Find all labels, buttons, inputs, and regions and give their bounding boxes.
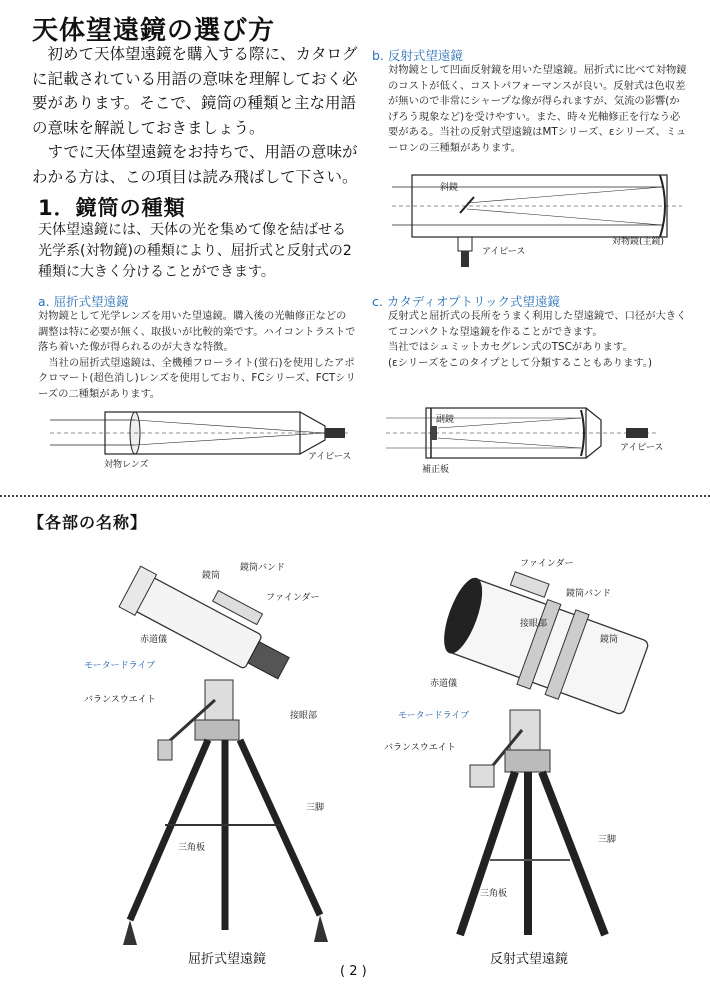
catadioptric-paragraph-3: (εシリーズをこのタイプとして分類することもあります。) <box>388 356 653 369</box>
refractor-text <box>38 309 356 402</box>
label-secondary-mirror: 副鏡 <box>436 415 455 425</box>
refractor-label-tray: 三角板 <box>178 843 206 853</box>
intro-paragraph-1: 初めて天体望遠鏡を購入する際に、カタログに記載されている用語の意味を理解しておく必要があります。そこで、鏡筒の種類と主な用語の意味を解説しておきましょう。 <box>32 45 358 137</box>
refractor-label-mount: 赤道儀 <box>140 635 168 645</box>
reflector-telescope-illustration <box>430 560 690 950</box>
reflector-label-band: 鏡筒バンド <box>566 589 612 599</box>
refractor-caption: 屈折式望遠鏡 <box>188 952 267 967</box>
refractor-paragraph-2: 当社の屈折式望遠鏡は、全機種フローライト(蛍石)を使用したアポクロマート(超色消し)レンズを使用しており、FCシリーズ、FCTシリーズの二種類があります。 <box>38 356 356 400</box>
reflector-label-finder: ファインダー <box>520 559 574 569</box>
reflector-label-eyepiece: 接眼部 <box>520 619 548 629</box>
reflector-diagram <box>392 165 692 280</box>
label-objective-lens: 対物レンズ <box>104 460 149 470</box>
reflector-heading: b. 反射式望遠鏡 <box>372 48 463 63</box>
page-number: ( 2 ) <box>340 964 367 979</box>
catadioptric-text <box>388 309 688 371</box>
label-diagonal-mirror: 斜鏡 <box>440 183 459 193</box>
reflector-label-tripod: 三脚 <box>598 835 617 845</box>
section1-heading: 1．鏡筒の種類 <box>38 196 186 220</box>
label-corrector-plate: 補正板 <box>422 465 450 475</box>
refractor-label-weight: バランスウエイト <box>84 695 156 705</box>
refractor-label-drive: モータードライブ <box>84 661 156 671</box>
catadioptric-diagram <box>386 398 686 468</box>
section2-heading: 【各部の名称】 <box>28 513 148 532</box>
refractor-heading: a. 屈折式望遠鏡 <box>38 294 129 309</box>
section-divider <box>0 495 710 497</box>
reflector-label-mount: 赤道儀 <box>430 679 458 689</box>
reflector-text: 対物鏡として凹面反射鏡を用いた望遠鏡。屈折式に比べて対物鏡のコストが低く、コストパフォーマンスが良い。反射式は色収差が無いので非常にシャープな像が得られますが、気流の影響(かげろう現象など)を受けやすい。また、時々光軸修正を行なう必要がある。当社の反射式望遠鏡はMTシリーズ、εシリーズ、ミューロンの三種類があります。 <box>388 64 687 154</box>
refractor-telescope-illustration <box>90 560 350 950</box>
reflector-label-weight: バランスウエイト <box>384 743 456 753</box>
refractor-label-tube: 鏡筒 <box>202 571 221 581</box>
reflector-label-drive: モータードライブ <box>398 711 470 721</box>
reflector-caption: 反射式望遠鏡 <box>490 952 569 967</box>
refractor-label-finder: ファインダー <box>266 593 320 603</box>
page-title: 天体望遠鏡の選び方 <box>32 16 276 46</box>
reflector-label-tube: 鏡筒 <box>600 635 619 645</box>
refractor-paragraph-1: 対物鏡として光学レンズを用いた望遠鏡。購入後の光軸修正などの調整は特に必要が無く、取扱いが比較的楽です。ハイコントラストで落ち着いた像が得られるのが大きな特徴。 <box>38 310 356 353</box>
catadioptric-paragraph-1: 反射式と屈折式の長所をうまく利用した望遠鏡で、口径が大きくてコンパクトな望遠鏡を作ることができます。 <box>388 310 687 338</box>
catadioptric-heading: c. カタディオプトリック式望遠鏡 <box>372 294 560 309</box>
catadioptric-paragraph-2: 当社ではシュミットカセグレン式のTSCがあります。 <box>388 341 633 353</box>
section1-body: 天体望遠鏡には、天体の光を集めて像を結ばせる光学系(対物鏡)の種類により、屈折式と反射式の2種類に大きく分けることができます。 <box>38 222 352 280</box>
intro-text <box>32 42 362 189</box>
intro-paragraph-2: すでに天体望遠鏡をお持ちで、用語の意味がわかる方は、この項目は読み飛ばして下さい。 <box>32 143 358 186</box>
reflector-label-tray: 三角板 <box>480 889 508 899</box>
label-eyepiece-a: アイピース <box>308 452 352 462</box>
refractor-label-band: 鏡筒バンド <box>240 563 286 573</box>
label-primary-mirror: 対物鏡(主鏡) <box>612 237 665 247</box>
refractor-label-eyepiece: 接眼部 <box>290 711 318 721</box>
refractor-label-tripod: 三脚 <box>306 803 325 813</box>
label-eyepiece-c: アイピース <box>620 443 664 453</box>
label-eyepiece-b: アイピース <box>482 247 526 257</box>
